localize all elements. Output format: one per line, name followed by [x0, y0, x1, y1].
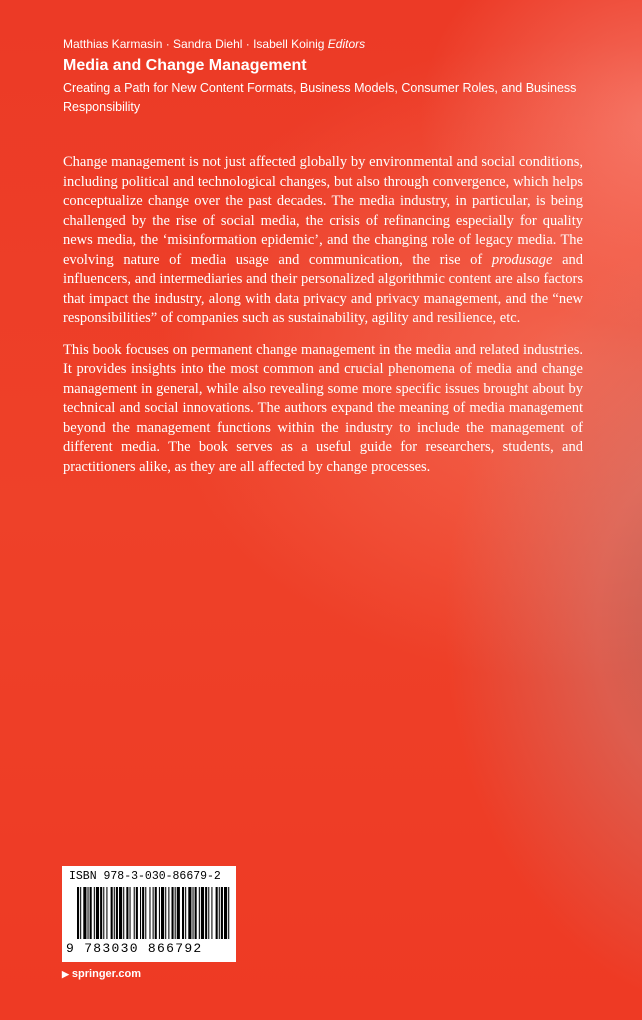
blurb-paragraph-1 [63, 153, 583, 329]
barcode-bars [77, 887, 231, 939]
barcode-digits: 9 783030 866792 [66, 941, 203, 956]
editors-role: Editors [327, 37, 366, 51]
publisher-link[interactable] [62, 968, 141, 980]
book-subtitle: Creating a Path for New Content Formats, Business Models, Consumer Roles, and Business Responsibility [63, 81, 577, 114]
blurb-paragraph-2: This book focuses on permanent change management in the media and related industries. It provides insights into the most common and crucial phenomena of media and change management in general, while also revealing some more specific issues brought about by technical and social innovations. The authors expand the meaning of media management beyond the management functions within the industry to include the management of different media. The book serves as a useful guide for researchers, students, and practitioners alike, as they are all affected by change processes. [63, 341, 583, 475]
blurb-p1-start: Change management is not just affected globally by environmental and social conditions, including political and technological changes, but also through convergence, which helps conceptualize change over the past decades. The media industry, in particular, is being challenged by the rise of social media, the crisis of refinancing especially for quality news media, the ‘misinformation epidemic’, and the changing role of legacy media. The evolving nature of media usage and communication, the rise of [63, 154, 583, 268]
publisher-url: springer.com [71, 968, 141, 980]
blurb [63, 153, 583, 489]
cover-header [63, 37, 603, 117]
blurb-p1-end: and influencers, and intermediaries and their personalized algorithmic content are also factors that impact the industry, along with data privacy and privacy management, and the “new responsibilities” of companies such as sustainability, agility and resilience, etc. [63, 251, 584, 326]
editors-line [63, 37, 603, 51]
blurb-p1-italic: produsage [491, 251, 553, 268]
author-names: Matthias Karmasin · Sandra Diehl · Isabell Koinig [63, 37, 325, 51]
isbn-label: ISBN 978-3-030-86679-2 [69, 870, 221, 883]
isbn-barcode [62, 866, 236, 962]
book-title: Media and Change Management [63, 57, 307, 74]
triangle-right-icon: ▶ [62, 969, 69, 979]
